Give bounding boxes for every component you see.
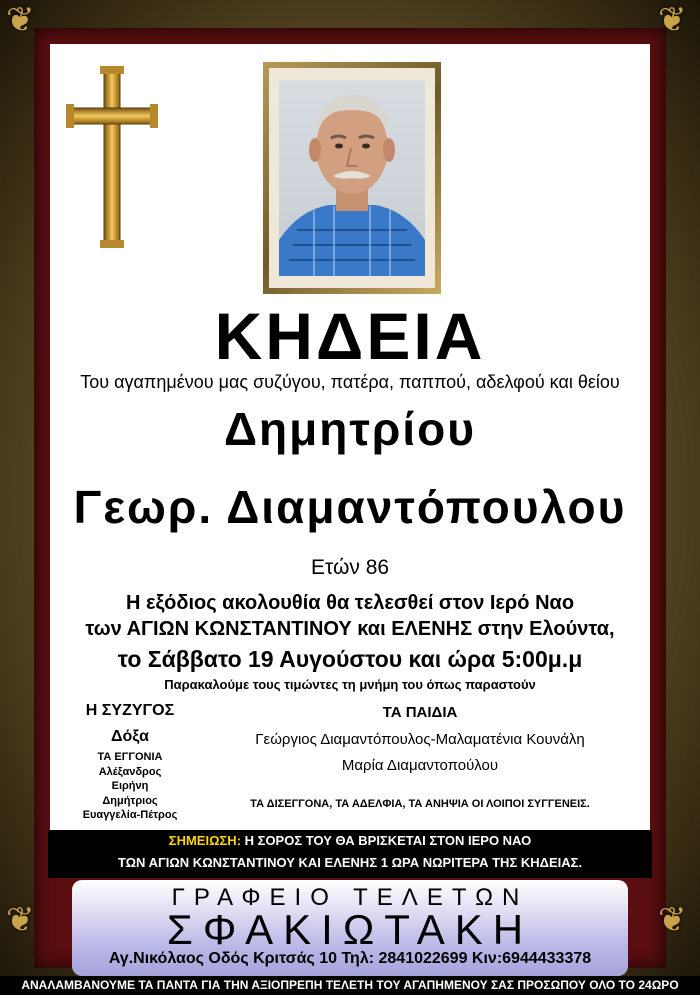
spouse-column [60,702,200,823]
ornament-corner-icon: ❦ [6,0,35,40]
bureau-name: ΣΦΑΚΙΩΤΑΚΗ [166,906,534,953]
grandchildren-label: ΤΑ ΕΓΓΟΝΙΑ [97,751,163,763]
ornament-corner-icon: ❦ [6,900,35,940]
grandchild-name: Ειρήνη [111,780,149,792]
children-label: ΤΑ ΠΑΙΔΙΑ [382,704,458,721]
bureau-address: Αγ.Νικόλαος Οδός Κριτσάς 10 Τηλ: 2841022699 Κιν:6944433378 [108,950,592,967]
note-box [48,830,652,878]
grandchild-name: Αλέξανδρος [98,765,162,778]
note-line: ΤΩΝ ΑΓΙΩΝ ΚΩΝΣΤΑΝΤΙΝΟΥ ΚΑΙ ΕΛΕΝΗΣ 1 ΩΡΑ ΝΩΡΙΤΕΡΑ ΤΗΣ ΚΗΔΕΙΑΣ. [117,855,583,870]
bureau-heading: ΓΡΑΦΕΙΟ ΤΕΛΕΤΩΝ [171,884,529,911]
children-column [200,704,640,810]
portrait-frame [263,62,441,294]
grandchild-name: Δημήτριος [102,794,158,807]
note-label: ΣΗΜΕΙΩΣΗ: [168,833,242,848]
grandchild-name: Ευαγγελία-Πέτρος [82,809,178,821]
portrait-mat [269,68,435,288]
other-relatives: ΤΑ ΔΙΣΕΓΓΟΝΑ, ΤΑ ΑΔΕΛΦΙΑ, ΤΑ ΑΝΗΨΙΑ ΟΙ ΛΟΙΠΟΙ ΣΥΓΓΕΝΕΙΣ. [250,798,590,810]
spouse-name: Δόξα [110,728,150,745]
deceased-first-name: Δημητρίου [223,403,477,455]
child-name: Γεώργιος Διαμαντόπουλος-Μαλαματένια Κουνάλη [255,731,585,748]
funeral-bureau-box [72,880,628,976]
child-name: Μαρία Διαμαντοπούλου [341,757,499,774]
portrait-image [279,80,425,276]
note-line: Η ΣΟΡΟΣ ΤΟΥ ΘΑ ΒΡΙΣΚΕΤΑΙ ΣΤΟΝ ΙΕΡΟ ΝΑΟ [241,833,532,848]
cross-icon [66,66,158,248]
ornament-corner-icon: ❦ [658,0,687,40]
ceremony-line: των ΑΓΙΩΝ ΚΩΝΣΤΑΝΤΙΝΟΥ και ΕΛΕΝΗΣ στην Ελούντα, [85,618,615,640]
deceased-last-name: Γεωρ. Διαμαντόπουλου [73,481,627,533]
deceased-age: Ετών 86 [310,556,390,579]
portrait-photo [279,80,425,276]
notice-title: ΚΗΔΕΙΑ [214,299,486,373]
attendance-request: Παρακαλούμε τους τιμώντες τη μνήμη του όπως παραστούν [164,677,536,692]
ceremony-line: Η εξόδιος ακολουθία θα τελεσθεί στον Ιερό Ναο [125,592,575,614]
footer-slogan: ΑΝΑΛΑΜΒΑΝΟΥΜΕ ΤΑ ΠΑΝΤΑ ΓΙΑ ΤΗΝ ΑΞΙΟΠΡΕΠΗ ΤΕΛΕΤΗ ΤΟΥ ΑΓΑΠΗΜΕΝΟΥ ΣΑΣ ΠΡΟΣΩΠΟΥ ΟΛΟ ΤΟ 24ΩΡΟ [0,976,700,995]
ceremony-datetime: το Σάββατο 19 Αυγούστου και ώρα 5:00μ.μ [117,646,583,672]
ornament-corner-icon: ❦ [658,900,687,940]
notice-subtitle: Του αγαπημένου μας συζύγου, πατέρα, παππού, αδελφού και θείου [80,372,620,392]
spouse-label: Η ΣΥΖΥΓΟΣ [85,702,175,719]
